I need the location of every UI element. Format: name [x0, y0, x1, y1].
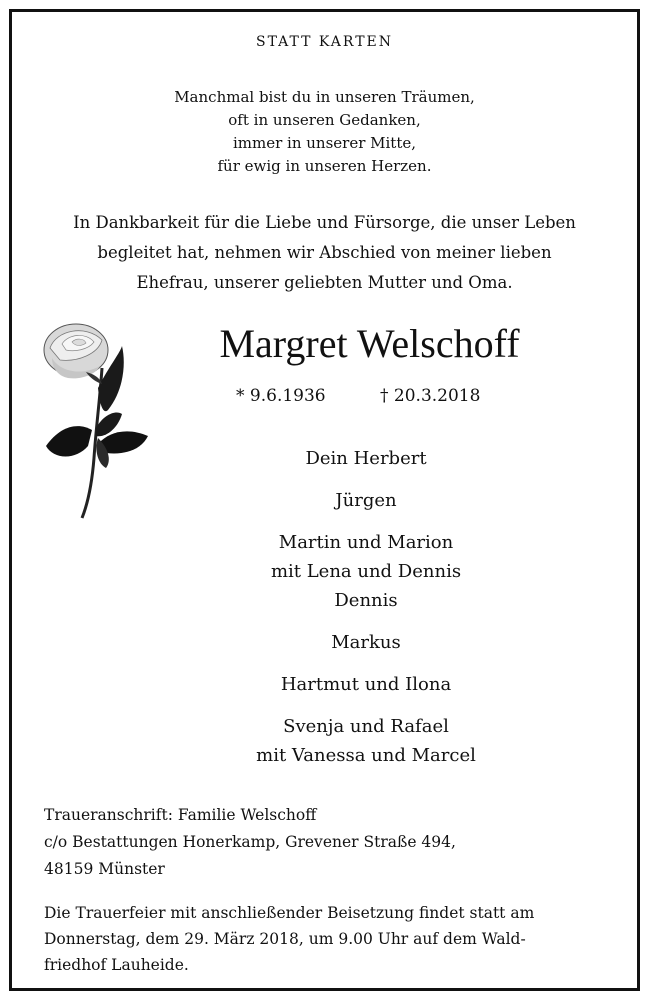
- mourner-group: [126, 670, 606, 699]
- intro-text: [0, 208, 649, 298]
- mourner-group: [126, 628, 606, 657]
- intro-line: In Dankbarkeit für die Liebe und Fürsorge, die unser Leben: [73, 213, 576, 232]
- mourner-line: Hartmut und Ilona: [280, 674, 452, 695]
- ceremony-info: [44, 900, 614, 978]
- mourner-line: mit Lena und Dennis: [270, 561, 462, 582]
- mourner-line: Dennis: [334, 590, 398, 611]
- mourner-line: Markus: [331, 632, 401, 653]
- birth-date: * 9.6.1936: [236, 386, 326, 406]
- notice-header: STATT KARTEN: [256, 34, 393, 50]
- mourners-list: [126, 444, 606, 783]
- mourner-line: mit Vanessa und Marcel: [256, 745, 476, 766]
- death-date: † 20.3.2018: [380, 386, 481, 406]
- address-line: c/o Bestattungen Honerkamp, Grevener Straße 494,: [44, 833, 456, 851]
- mourner-line: Svenja und Rafael: [283, 716, 449, 737]
- mourner-line: Dein Herbert: [305, 448, 427, 469]
- poem: [0, 86, 649, 178]
- poem-line: oft in unseren Gedanken,: [228, 111, 421, 129]
- mourner-line: Martin und Marion: [278, 532, 454, 553]
- mourner-group: [126, 712, 606, 770]
- intro-line: Ehefrau, unserer geliebten Mutter und Oma.: [136, 273, 513, 292]
- address-line: Traueranschrift: Familie Welschoff: [44, 806, 317, 824]
- intro-line: begleitet hat, nehmen wir Abschied von meiner lieben: [97, 243, 552, 262]
- mourner-group: [126, 486, 606, 515]
- ceremony-line: Die Trauerfeier mit anschließender Beisetzung findet statt am: [44, 904, 535, 922]
- ceremony-line: Donnerstag, dem 29. März 2018, um 9.00 Uhr auf dem Wald-: [44, 930, 526, 948]
- deceased-name: Margret Welschoff: [219, 321, 520, 366]
- address-line: 48159 Münster: [44, 860, 165, 878]
- poem-line: für ewig in unseren Herzen.: [217, 157, 432, 175]
- mourner-group: [126, 528, 606, 615]
- poem-line: Manchmal bist du in unseren Träumen,: [174, 88, 475, 106]
- mourning-address: [44, 802, 456, 883]
- mourner-group: [126, 444, 606, 473]
- ceremony-line: friedhof Lauheide.: [44, 956, 189, 974]
- mourner-line: Jürgen: [335, 490, 397, 511]
- life-dates: [236, 385, 481, 407]
- poem-line: immer in unserer Mitte,: [232, 134, 417, 152]
